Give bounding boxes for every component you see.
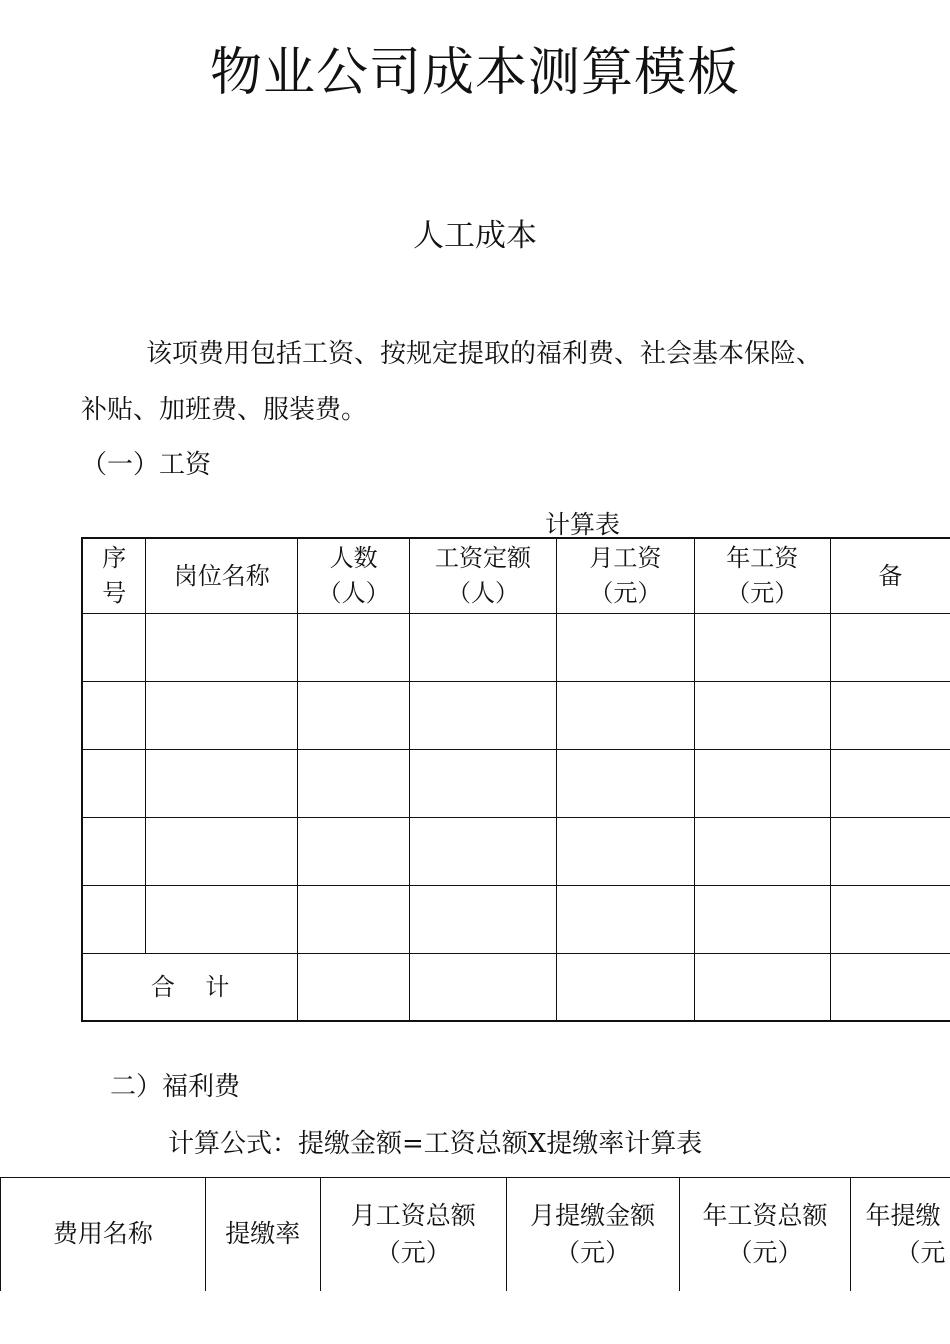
document-title: 物业公司成本测算模板 bbox=[209, 43, 740, 103]
table-cell[interactable] bbox=[694, 682, 830, 750]
table-cell[interactable] bbox=[830, 818, 950, 886]
total-label: 合 计 bbox=[82, 954, 298, 1022]
header-monthly-wage: 月工资 （元） bbox=[556, 538, 694, 614]
table-cell[interactable] bbox=[694, 818, 830, 886]
header-rate: 提缴率 bbox=[205, 1178, 320, 1292]
welfare-heading: 二）福利费 bbox=[110, 1072, 241, 1102]
header-annual-contribution: 年提缴 （元 bbox=[851, 1178, 950, 1292]
table-row bbox=[82, 682, 950, 750]
table-cell[interactable] bbox=[410, 818, 557, 886]
table-cell[interactable] bbox=[298, 954, 410, 1022]
table-cell[interactable] bbox=[830, 886, 950, 954]
table-cell[interactable] bbox=[410, 614, 557, 682]
header-remark: 备 bbox=[830, 538, 950, 614]
table-cell[interactable] bbox=[830, 954, 950, 1022]
table-cell[interactable] bbox=[82, 682, 146, 750]
table-cell[interactable] bbox=[830, 750, 950, 818]
header-fee-name: 费用名称 bbox=[1, 1178, 206, 1292]
header-annual-wage-total: 年工资总额 （元） bbox=[679, 1178, 851, 1292]
table-row bbox=[82, 818, 950, 886]
wages-table-header-row bbox=[82, 538, 950, 614]
table-cell[interactable] bbox=[82, 886, 146, 954]
table-cell[interactable] bbox=[146, 750, 298, 818]
table-cell[interactable] bbox=[146, 818, 298, 886]
table-cell[interactable] bbox=[298, 682, 410, 750]
table-cell[interactable] bbox=[694, 886, 830, 954]
table-row bbox=[82, 614, 950, 682]
table-cell[interactable] bbox=[556, 818, 694, 886]
table-cell[interactable] bbox=[410, 954, 557, 1022]
table-cell[interactable] bbox=[556, 750, 694, 818]
table-cell[interactable] bbox=[298, 614, 410, 682]
header-annual-wage: 年工资 （元） bbox=[694, 538, 830, 614]
table-row bbox=[82, 750, 950, 818]
table-cell[interactable] bbox=[146, 886, 298, 954]
table-cell[interactable] bbox=[298, 818, 410, 886]
welfare-formula: 计算公式：提缴金额=工资总额X提缴率计算表 bbox=[168, 1129, 703, 1159]
table-cell[interactable] bbox=[410, 886, 557, 954]
header-headcount: 人数 （人） bbox=[298, 538, 410, 614]
table-cell[interactable] bbox=[410, 682, 557, 750]
wages-table bbox=[81, 537, 950, 1022]
table-cell[interactable] bbox=[410, 750, 557, 818]
table-cell[interactable] bbox=[556, 954, 694, 1022]
welfare-table-header-row bbox=[1, 1178, 950, 1292]
wages-table-caption: 计算表 bbox=[545, 510, 621, 539]
table-cell[interactable] bbox=[146, 614, 298, 682]
header-monthly-contribution: 月提缴金额 （元） bbox=[506, 1178, 679, 1292]
table-cell[interactable] bbox=[694, 750, 830, 818]
section-title: 人工成本 bbox=[413, 218, 537, 254]
header-wage-quota: 工资定额 （人） bbox=[410, 538, 557, 614]
table-row bbox=[82, 886, 950, 954]
table-cell[interactable] bbox=[556, 886, 694, 954]
table-cell[interactable] bbox=[82, 614, 146, 682]
header-monthly-wage-total: 月工资总额 （元） bbox=[320, 1178, 506, 1292]
table-cell[interactable] bbox=[298, 750, 410, 818]
welfare-table bbox=[0, 1177, 950, 1291]
total-row bbox=[82, 954, 950, 1022]
table-cell[interactable] bbox=[830, 682, 950, 750]
intro-paragraph-line-2: 补贴、加班费、服装费。 bbox=[81, 395, 368, 425]
table-cell[interactable] bbox=[82, 818, 146, 886]
table-cell[interactable] bbox=[82, 750, 146, 818]
table-cell[interactable] bbox=[830, 614, 950, 682]
table-cell[interactable] bbox=[556, 614, 694, 682]
wages-heading: （一）工资 bbox=[81, 450, 212, 480]
intro-paragraph-line-1: 该项费用包括工资、按规定提取的福利费、社会基本保险、 bbox=[146, 339, 823, 369]
header-seq: 序 号 bbox=[82, 538, 146, 614]
table-cell[interactable] bbox=[146, 682, 298, 750]
table-cell[interactable] bbox=[298, 886, 410, 954]
table-cell[interactable] bbox=[694, 614, 830, 682]
table-cell[interactable] bbox=[694, 954, 830, 1022]
table-cell[interactable] bbox=[556, 682, 694, 750]
header-position: 岗位名称 bbox=[146, 538, 298, 614]
